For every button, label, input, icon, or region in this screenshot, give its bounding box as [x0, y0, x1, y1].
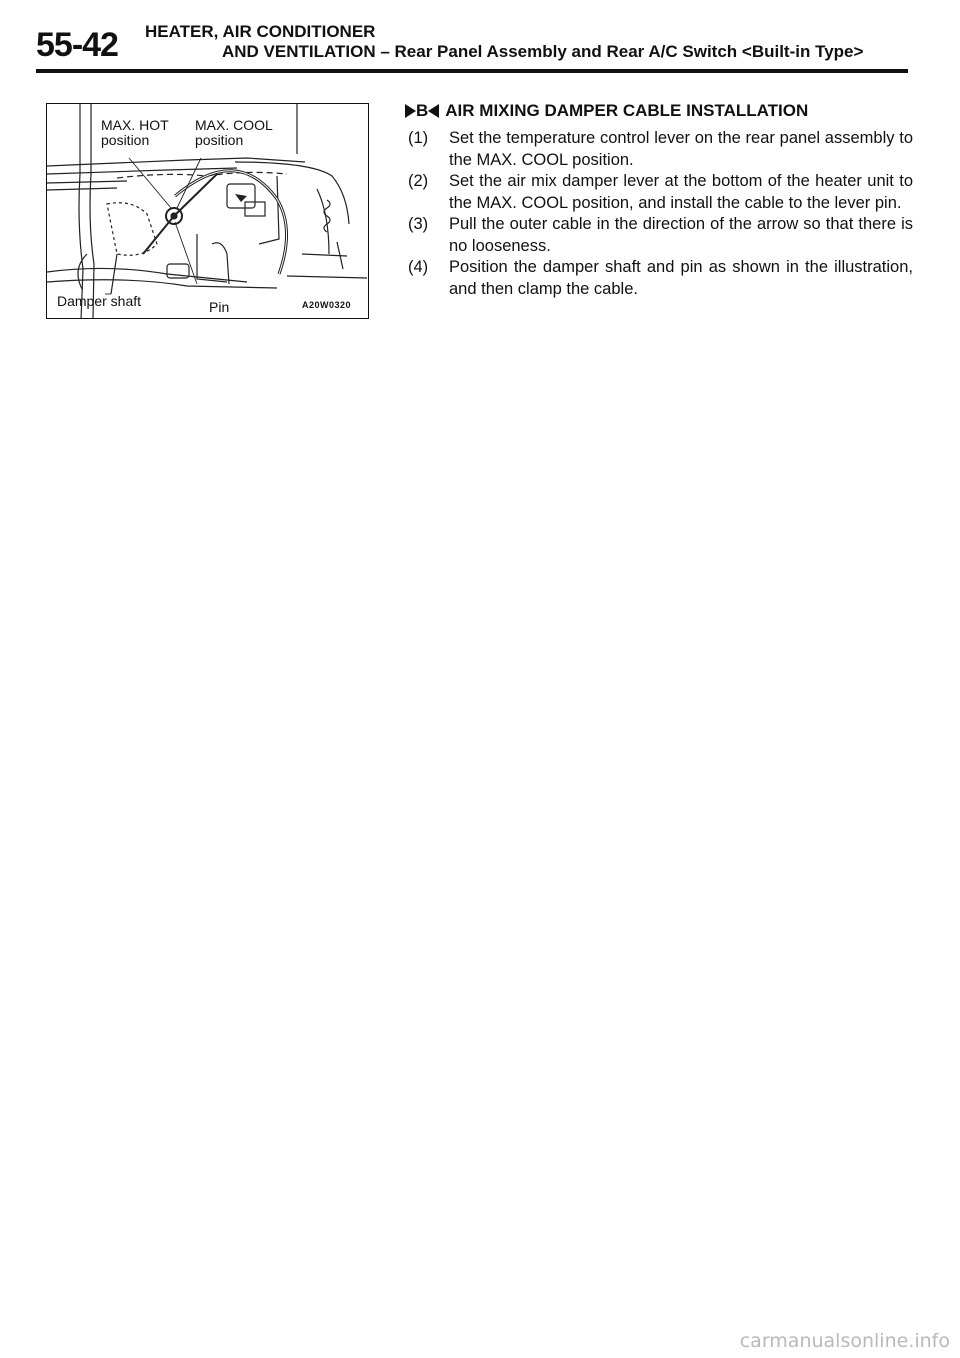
- step-text: Set the air mix damper lever at the bottom of the heater unit to the MAX. COOL position, and install the cable to the lever pin.: [449, 172, 913, 212]
- label-max-cool: MAX. COOL: [195, 117, 273, 133]
- instruction-steps: [408, 128, 913, 300]
- step-item: [408, 128, 913, 171]
- label-max-cool-position: position: [195, 132, 244, 148]
- label-damper-shaft: Damper shaft: [57, 293, 142, 309]
- step-number: (1): [408, 129, 429, 147]
- step-text: Set the temperature control lever on the rear panel assembly to the MAX. COOL position.: [449, 129, 913, 169]
- section-marker-letter: B: [416, 101, 429, 120]
- step-number: (2): [408, 172, 429, 190]
- triangle-left-icon: [428, 104, 439, 118]
- header-title-line2: AND VENTILATION – Rear Panel Assembly and Rear A/C Switch <Built-in Type>: [222, 42, 864, 61]
- damper-illustration: [46, 103, 369, 319]
- section-title-text: AIR MIXING DAMPER CABLE INSTALLATION: [445, 101, 809, 120]
- watermark: carmanualsonline.info: [739, 1330, 950, 1352]
- label-max-hot: MAX. HOT: [101, 117, 169, 133]
- step-text: Position the damper shaft and pin as shown in the illustration, and then clamp the cable.: [449, 258, 913, 298]
- step-item: [408, 214, 913, 257]
- label-max-hot-position: position: [101, 132, 150, 148]
- step-item: [408, 257, 913, 300]
- header-title-line1: HEATER, AIR CONDITIONER: [145, 22, 376, 41]
- triangle-right-icon: [405, 104, 416, 118]
- page-number: 55-42: [36, 26, 118, 64]
- step-number: (4): [408, 258, 429, 276]
- section-title: [405, 101, 808, 121]
- figure-code: A20W0320: [302, 300, 352, 310]
- step-number: (3): [408, 215, 429, 233]
- header-rule: [36, 69, 908, 73]
- step-item: [408, 171, 913, 214]
- label-pin: Pin: [209, 299, 230, 315]
- step-text: Pull the outer cable in the direction of the arrow so that there is no looseness.: [449, 215, 913, 255]
